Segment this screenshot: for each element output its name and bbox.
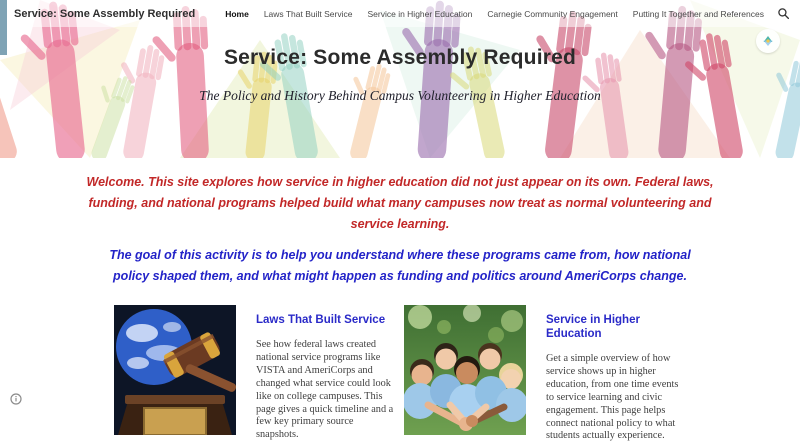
gavel-and-earth-photo[interactable]: [114, 305, 236, 435]
nav-item-carnegie-community-engagement[interactable]: Carnegie Community Engagement: [487, 8, 618, 19]
nav-item-home[interactable]: Home: [225, 8, 249, 19]
top-navigation-bar: [0, 0, 800, 27]
intro-section: [0, 158, 800, 287]
nav-item-service-in-higher-education[interactable]: Service in Higher Education: [367, 8, 473, 19]
hero-subtitle: The Policy and History Behind Campus Volunteering in Higher Education: [199, 88, 601, 103]
hero-banner: [0, 0, 800, 158]
welcome-paragraph: Welcome. This site explores how service in higher education did not just appear on its own. Federal laws, funding, and national programs helped build what many campuses now treat as normal volunteering and service learning.: [86, 175, 714, 231]
hero-title: Service: Some Assembly Required: [223, 46, 577, 69]
card-title[interactable]: Laws That Built Service: [256, 314, 386, 326]
card-service-in-higher-education[interactable]: [404, 305, 686, 443]
search-icon[interactable]: [777, 7, 790, 20]
nav-item-laws-that-built-service[interactable]: Laws That Built Service: [263, 8, 353, 19]
site-title: Service: Some Assembly Required: [14, 7, 196, 20]
page-link-cards: [114, 305, 686, 443]
site-badge-icon[interactable]: [756, 29, 780, 53]
info-icon[interactable]: [10, 392, 22, 404]
card-title[interactable]: Service in Higher Education: [546, 314, 640, 340]
card-text: [256, 305, 396, 443]
goal-paragraph: The goal of this activity is to help you understand where these programs came from, how national policy shaped them, and what might happen as funding and politics around AmeriCorps change.: [109, 248, 691, 283]
nav-item-putting-it-together-and-references[interactable]: Putting It Together and References: [632, 8, 764, 19]
main-nav: [225, 9, 764, 19]
card-text: [546, 305, 686, 443]
card-description: Get a simple overview of how service shows up in higher education, from one time events to service learning and civic engagement. This page helps connect national policy to what students actually experience.: [546, 353, 679, 442]
card-description: See how federal laws created national service programs like VISTA and AmeriCorps and changed what service could look like on college campuses. This page gives a quick timeline and a few key primary source snapshots.: [256, 339, 394, 441]
card-laws-that-built-service[interactable]: [114, 305, 396, 443]
banner-edge-strip: [0, 0, 7, 55]
volunteers-group-photo[interactable]: [404, 305, 526, 435]
